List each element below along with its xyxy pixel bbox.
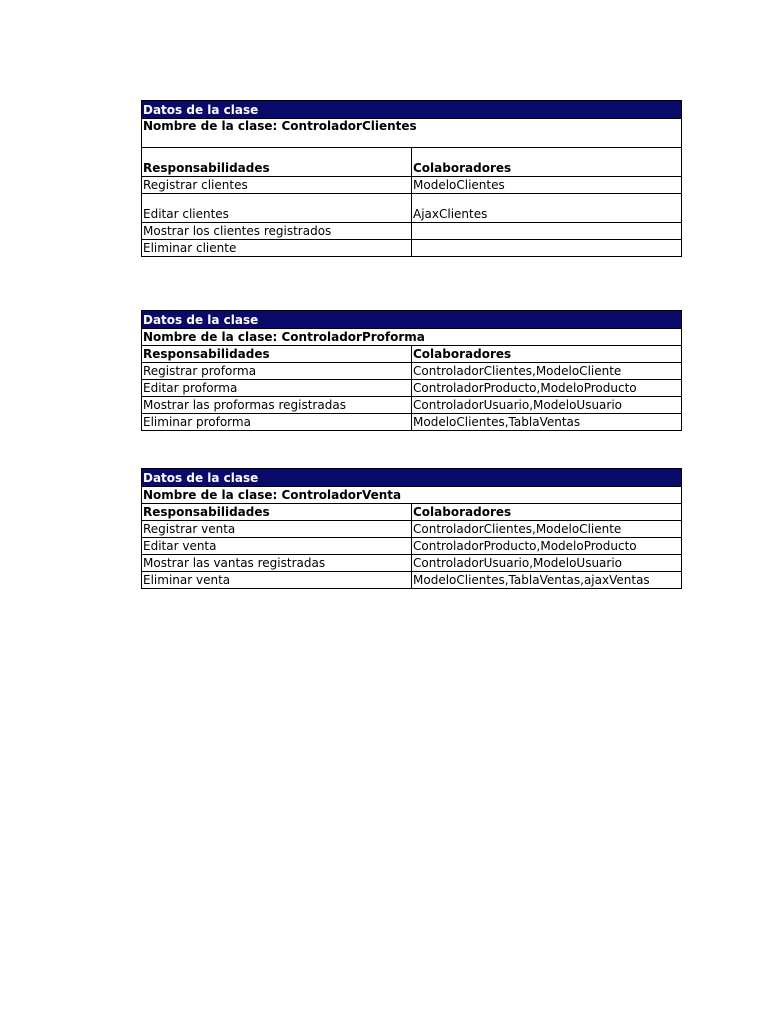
responsibilities-header: Responsabilidades	[142, 148, 412, 177]
collaborator-cell	[412, 240, 682, 257]
collaborator-cell: ControladorUsuario,ModeloUsuario	[412, 397, 682, 414]
responsibility-cell: Registrar clientes	[142, 177, 412, 194]
responsibility-cell: Mostrar las vantas registradas	[142, 555, 412, 572]
card-header: Datos de la clase	[142, 469, 682, 487]
collaborator-cell	[412, 223, 682, 240]
collaborator-cell: ControladorClientes,ModeloCliente	[412, 363, 682, 380]
collaborator-cell: AjaxClientes	[412, 194, 682, 223]
collaborator-cell: ModeloClientes,TablaVentas,ajaxVentas	[412, 572, 682, 589]
collaborator-cell: ControladorClientes,ModeloCliente	[412, 521, 682, 538]
responsibility-cell: Eliminar venta	[142, 572, 412, 589]
responsibility-cell: Mostrar las proformas registradas	[142, 397, 412, 414]
responsibility-cell: Editar venta	[142, 538, 412, 555]
class-card-controlador-proforma	[141, 310, 682, 431]
collaborator-cell: ControladorUsuario,ModeloUsuario	[412, 555, 682, 572]
collaborators-header: Colaboradores	[412, 148, 682, 177]
responsibility-cell: Editar proforma	[142, 380, 412, 397]
collaborator-cell: ModeloClientes	[412, 177, 682, 194]
collaborators-header: Colaboradores	[412, 504, 682, 521]
class-name: Nombre de la clase: ControladorProforma	[142, 329, 682, 346]
responsibility-cell: Registrar proforma	[142, 363, 412, 380]
collaborator-cell: ModeloClientes,TablaVentas	[412, 414, 682, 431]
class-name: Nombre de la clase: ControladorClientes	[142, 119, 682, 148]
card-header: Datos de la clase	[142, 101, 682, 119]
responsibility-cell: Registrar venta	[142, 521, 412, 538]
class-name: Nombre de la clase: ControladorVenta	[142, 487, 682, 504]
responsibility-cell: Eliminar cliente	[142, 240, 412, 257]
responsibility-cell: Editar clientes	[142, 194, 412, 223]
responsibilities-header: Responsabilidades	[142, 504, 412, 521]
collaborator-cell: ControladorProducto,ModeloProducto	[412, 538, 682, 555]
collaborator-cell: ControladorProducto,ModeloProducto	[412, 380, 682, 397]
collaborators-header: Colaboradores	[412, 346, 682, 363]
class-card-controlador-venta	[141, 468, 682, 589]
class-card-controlador-clientes	[141, 100, 682, 257]
responsibility-cell: Eliminar proforma	[142, 414, 412, 431]
card-header: Datos de la clase	[142, 311, 682, 329]
responsibilities-header: Responsabilidades	[142, 346, 412, 363]
responsibility-cell: Mostrar los clientes registrados	[142, 223, 412, 240]
